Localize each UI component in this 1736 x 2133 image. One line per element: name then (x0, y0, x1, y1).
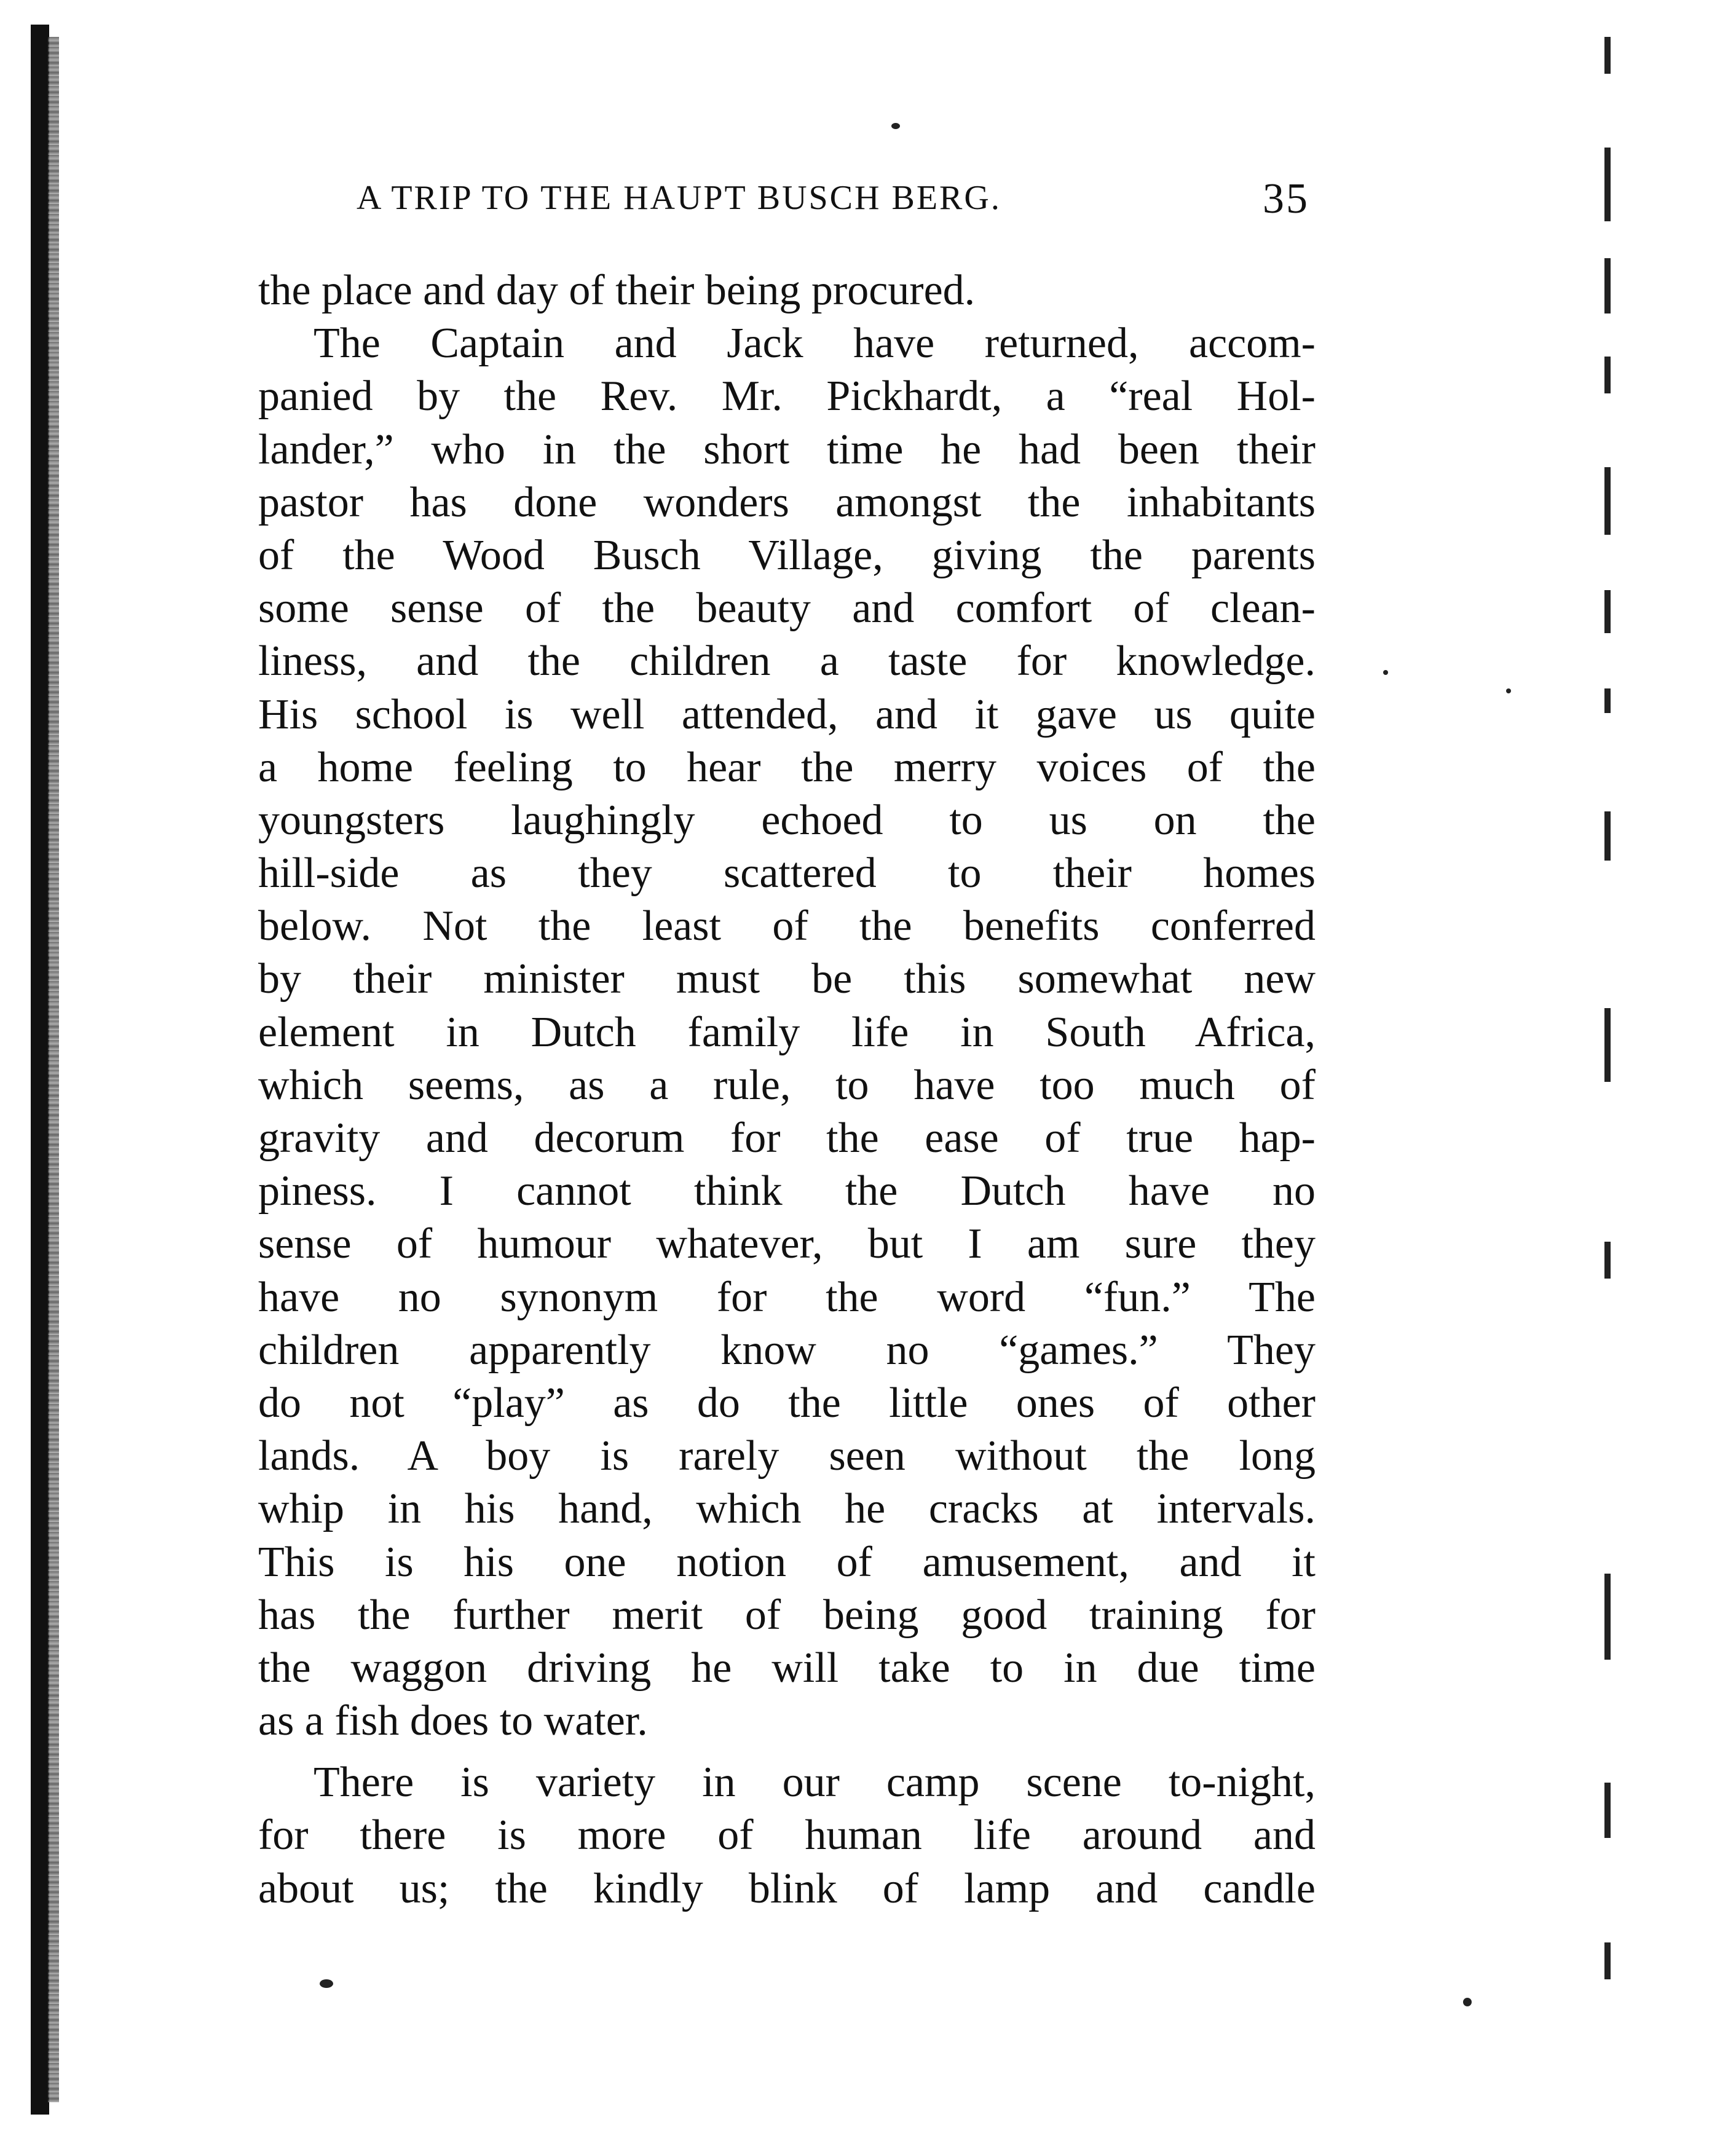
text-line: panied by the Rev. Mr. Pickhardt, a “real Hol- (258, 373, 1316, 420)
running-header (295, 175, 1328, 227)
text-line: hill-side as they scattered to their homes (258, 850, 1316, 897)
text-line: The Captain and Jack have returned, accom- (314, 320, 1316, 368)
text-line: youngsters laughingly echoed to us on the (258, 796, 1316, 844)
text-line: do not “play” as do the little ones of other (258, 1379, 1316, 1427)
text-line: below. Not the least of the benefits conferred (258, 902, 1316, 950)
text-line: This is his one notion of amusement, and it (258, 1538, 1316, 1586)
text-line: liness, and the children a taste for knowledge. (258, 637, 1316, 685)
text-line: about us; the kindly blink of lamp and candle (258, 1864, 1316, 1912)
text-line: His school is well attended, and it gave us quite (258, 690, 1316, 738)
text-line: have no synonym for the word “fun.” The (258, 1273, 1316, 1321)
text-line: the place and day of their being procured. (258, 267, 976, 314)
text-line: children apparently know no “games.” They (258, 1326, 1316, 1374)
text-line: the waggon driving he will take to in due time (258, 1644, 1316, 1692)
text-line: has the further merit of being good training for (258, 1591, 1316, 1639)
text-line: element in Dutch family life in South Africa, (258, 1008, 1316, 1056)
text-line: as a fish does to water. (258, 1697, 648, 1745)
print-speck (1506, 688, 1511, 693)
text-line: There is variety in our camp scene to-night, (314, 1759, 1316, 1807)
text-line: a home feeling to hear the merry voices of the (258, 743, 1316, 791)
text-line: whip in his hand, which he cracks at intervals. (258, 1485, 1316, 1533)
print-speck (1463, 1998, 1472, 2006)
text-line: gravity and decorum for the ease of true hap- (258, 1114, 1316, 1162)
text-line: which seems, as a rule, to have too much of (258, 1061, 1316, 1109)
paragraph-gap (258, 1748, 1316, 1756)
text-line: of the Wood Busch Village, giving the parents (258, 531, 1316, 579)
text-line: lander,” who in the short time he had been their (258, 425, 1316, 473)
text-line: sense of humour whatever, but I am sure they (258, 1220, 1316, 1268)
text-line: some sense of the beauty and comfort of clean- (258, 585, 1316, 633)
binding-edge (31, 25, 49, 2115)
print-speck (891, 123, 900, 129)
text-line: pastor has done wonders amongst the inhabitants (258, 478, 1316, 526)
body-text (258, 264, 1316, 1915)
print-speck (1383, 670, 1388, 675)
binding-shadow (48, 37, 59, 2102)
text-line: lands. A boy is rarely seen without the long (258, 1432, 1316, 1480)
text-line: by their minister must be this somewhat new (258, 955, 1316, 1003)
page-number: 35 (1263, 175, 1309, 223)
running-title: A TRIP TO THE HAUPT BUSCH BERG. (357, 179, 1001, 217)
text-line: piness. I cannot think the Dutch have no (258, 1167, 1316, 1215)
print-speck (320, 1979, 333, 1988)
text-line: for there is more of human life around and (258, 1812, 1316, 1859)
next-page-edge (1592, 37, 1629, 2065)
